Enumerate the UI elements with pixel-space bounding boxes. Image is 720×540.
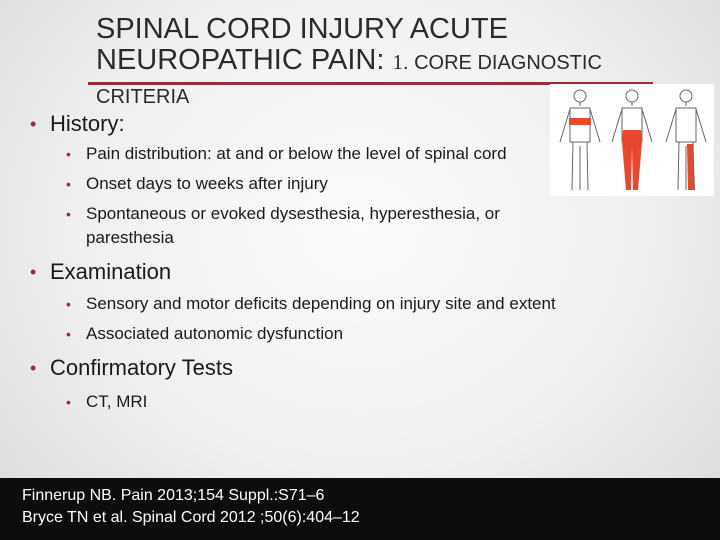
section-heading-history: • History: (30, 110, 670, 138)
title-number: 1 (392, 50, 403, 74)
title-part2: . CORE DIAGNOSTIC CRITERIA (96, 52, 602, 108)
list-item: • Onset days to weeks after injury (66, 172, 670, 196)
list-item: • Spontaneous or evoked dysesthesia, hyperesthesia, or paresthesia (66, 202, 586, 250)
content-bullets (30, 110, 670, 414)
examination-sublist (30, 292, 670, 346)
history-sublist (30, 142, 670, 250)
reference-1: Finnerup NB. Pain 2013;154 Suppl.:S71–6 (22, 487, 325, 504)
reference-2: Bryce TN et al. Spinal Cord 2012 ;50(6):404–12 (22, 509, 360, 526)
section-heading-examination: • Examination (30, 258, 670, 286)
list-item: • Associated autonomic dysfunction (66, 322, 670, 346)
section-heading-confirmatory-tests: • Confirmatory Tests (30, 354, 670, 382)
confirmatory-sublist (30, 390, 670, 414)
list-item: • Sensory and motor deficits depending on injury site and extent (66, 292, 670, 316)
references-footer (0, 478, 720, 540)
title-part1: SPINAL CORD INJURY ACUTE NEUROPATHIC PAIN: (96, 13, 509, 76)
list-item: • Pain distribution: at and or below the level of spinal cord (66, 142, 670, 166)
list-item: • CT, MRI (66, 390, 670, 414)
